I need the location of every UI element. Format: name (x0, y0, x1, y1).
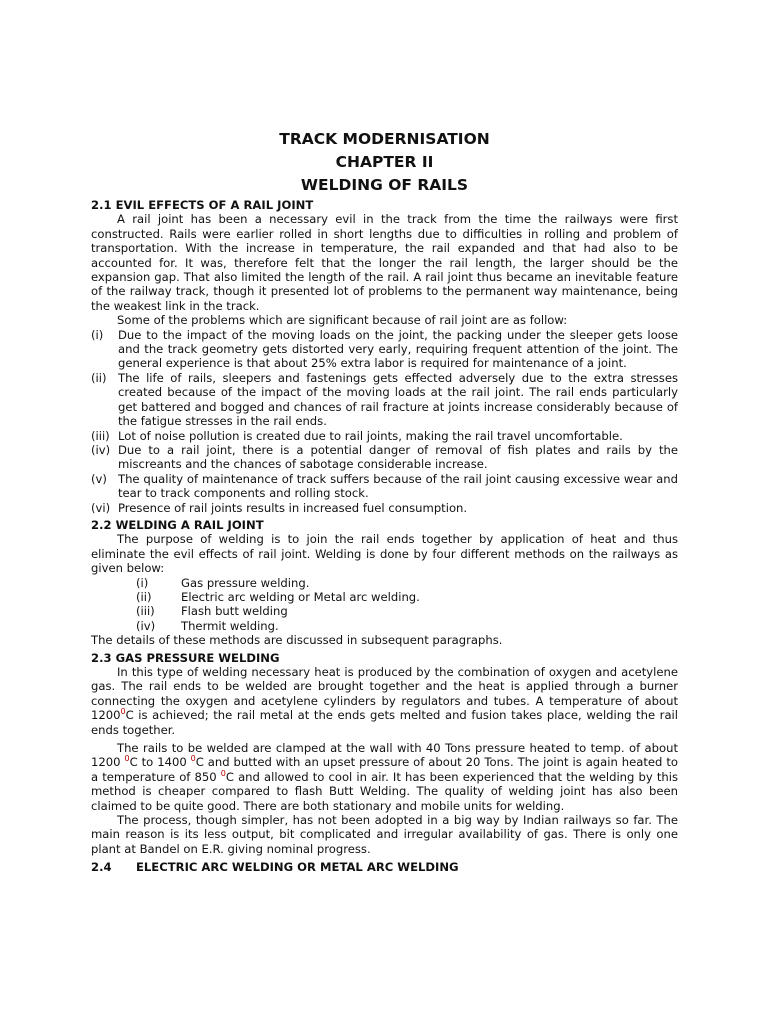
list-item (91, 472, 678, 501)
list-item-number: (v) (91, 471, 107, 486)
list-item-text: The quality of maintenance of track suffers because of the rail joint causing excessive wear and tear to track components and rolling stock. (118, 471, 678, 501)
list-item-text: Due to a rail joint, there is a potential danger of removal of fish plates and rails by the miscreants and the chances of sabotage considerable increase. (118, 442, 678, 472)
title-block (91, 128, 678, 197)
method-number: (iii) (136, 604, 155, 619)
method-item (136, 604, 678, 618)
paragraph: The details of these methods are discussed in subsequent paragraphs. (91, 633, 503, 648)
list-item-text: Presence of rail joints results in increased fuel consumption. (118, 500, 468, 515)
list-item (91, 328, 678, 371)
method-number: (iv) (136, 618, 156, 633)
list-item (91, 501, 678, 515)
paragraph: Some of the problems which are significant because of rail joint are as follow: (117, 313, 568, 328)
list-item (91, 371, 678, 429)
list-item-text: The life of rails, sleepers and fastenings gets effected adversely due to the extra stresses created because of the impact of the moving loads at the rail joint. The rail ends particularly get battered and bogged and chances of rail fracture at joints increase considerably because of the fatigue stresses in the rail ends. (118, 370, 678, 429)
degree-symbol: 0 (190, 754, 196, 764)
section-title: ELECTRIC ARC WELDING OR METAL ARC WELDING (136, 860, 459, 875)
method-text: Gas pressure welding. (181, 575, 310, 590)
section-heading-2-4 (91, 860, 678, 874)
degree-symbol: 0 (120, 707, 126, 717)
list-item-number: (iii) (91, 428, 110, 443)
section-heading-2-3: 2.3 GAS PRESSURE WELDING (91, 650, 280, 665)
list-item-text: Lot of noise pollution is created due to rail joints, making the rail travel uncomfortable. (118, 428, 623, 443)
method-text: Flash butt welding (181, 604, 288, 619)
list-item-number: (vi) (91, 500, 111, 515)
list-item (91, 443, 678, 472)
degree-symbol: 0 (220, 768, 226, 778)
document-body (91, 198, 678, 875)
method-item (136, 590, 678, 604)
list-item (91, 429, 678, 443)
section-number: 2.4 (91, 860, 112, 875)
section-heading-2-2: 2.2 WELDING A RAIL JOINT (91, 517, 264, 532)
chapter-number: CHAPTER II (335, 153, 434, 171)
degree-symbol: 0 (124, 754, 130, 764)
method-text: Electric arc welding or Metal arc welding. (181, 589, 420, 604)
method-item (136, 576, 678, 590)
paragraph: The rails to be welded are clamped at the wall with 40 Tons pressure heated to temp. of about 1200 $^0$C to 1400 $^0$C and butted with an upset pressure of about 20 Tons. The joint is again heated to a temperature of 850 $^0$C and allowed to cool in air. It has been experienced that the welding by this method is cheaper compared to flash Butt Welding. The quality of welding joint has also been claimed to be quite good. There are both stationary and mobile units for welding. (91, 741, 679, 813)
method-number: (i) (136, 575, 149, 590)
method-number: (ii) (136, 589, 152, 604)
method-item (136, 619, 678, 633)
list-item-number: (ii) (91, 370, 107, 385)
paragraph: The process, though simpler, has not been adopted in a big way by Indian railways so far. The main reason is its less output, bit complicated and irregular availability of gas. There is only one plant at Bandel on E.R. giving nominal progress. (91, 813, 678, 856)
list-item-text: Due to the impact of the moving loads on the joint, the packing under the sleeper gets loose and the track geometry gets distorted very early, requiring frequent attention of the joint. The general experience is that about 25% extra labor is required for maintenance of a joint. (118, 327, 678, 371)
section-heading-2-1: 2.1 EVIL EFFECTS OF A RAIL JOINT (91, 198, 314, 212)
paragraph: A rail joint has been a necessary evil in the track from the time the railways were first constructed. Rails were earlier rolled in short lengths due to difficulties in rolling and problem of transportation. With the increase in temperature, the rail expanded and that had also to be accounted for. It was, therefore felt that the longer the rail length, the larger should be the expansion gap. That also limited the length of the rail. A rail joint thus became an inevitable feature of the railway track, though it presented lot of problems to the permanent way maintenance, being the weakest link in the track. (91, 212, 678, 313)
chapter-title: WELDING OF RAILS (300, 176, 469, 194)
list-item-number: (iv) (91, 442, 111, 457)
paragraph: In this type of welding necessary heat is produced by the combination of oxygen and acetylene gas. The rail ends to be welded are brought together and the heat is applied through a burner connecting the oxygen and acetylene cylinders by regulators and tubes. A temperature of about 1200$^0$C is achieved; the rail metal at the ends gets melted and fusion takes place, welding the rail ends together. (91, 665, 678, 737)
list-item-number: (i) (91, 327, 104, 342)
paragraph: The purpose of welding is to join the rail ends together by application of heat and thus eliminate the evil effects of rail joint. Welding is done by four different methods on the railways as given below: (91, 532, 678, 576)
method-text: Thermit welding. (181, 618, 279, 633)
document-title: TRACK MODERNISATION (279, 130, 490, 148)
